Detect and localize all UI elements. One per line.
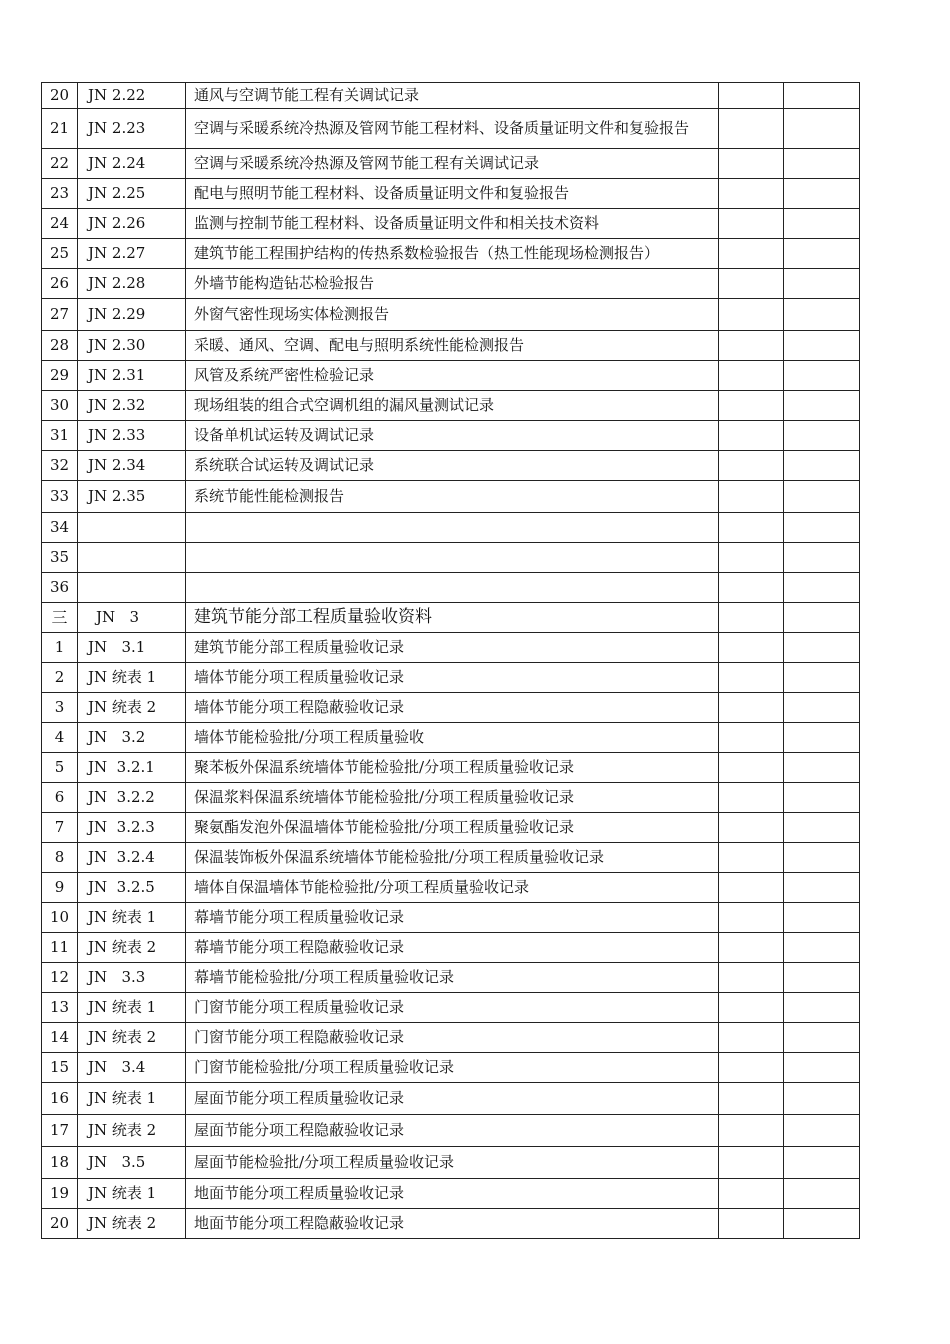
row-number: 27: [42, 299, 78, 331]
table-row: [42, 179, 860, 209]
table-row: [42, 513, 860, 543]
row-code: JN 2.22: [78, 83, 186, 109]
row-blank-cell-1: [719, 209, 784, 239]
row-title: 墙体自保温墙体节能检验批/分项工程质量验收记录: [186, 873, 719, 903]
row-blank-cell-2: [784, 209, 860, 239]
row-code: JN 统表 1: [78, 663, 186, 693]
row-blank-cell-2: [784, 149, 860, 179]
row-blank-cell-1: [719, 331, 784, 361]
row-blank-cell-2: [784, 1209, 860, 1239]
row-title: 通风与空调节能工程有关调试记录: [186, 83, 719, 109]
row-blank-cell-1: [719, 299, 784, 331]
row-code: JN 2.33: [78, 421, 186, 451]
row-blank-cell-1: [719, 693, 784, 723]
table-row: [42, 299, 860, 331]
row-blank-cell-2: [784, 179, 860, 209]
row-number: 21: [42, 109, 78, 149]
row-blank-cell-1: [719, 1053, 784, 1083]
row-blank-cell-2: [784, 663, 860, 693]
row-number: 8: [42, 843, 78, 873]
row-blank-cell-2: [784, 963, 860, 993]
row-blank-cell-1: [719, 663, 784, 693]
table-row: [42, 813, 860, 843]
row-code: JN 统表 2: [78, 1115, 186, 1147]
row-blank-cell-1: [719, 1147, 784, 1179]
row-title: [186, 513, 719, 543]
row-code: JN 2.31: [78, 361, 186, 391]
row-code: JN 3.2.5: [78, 873, 186, 903]
row-title: 监测与控制节能工程材料、设备质量证明文件和相关技术资料: [186, 209, 719, 239]
row-code: [78, 573, 186, 603]
table-row: [42, 1115, 860, 1147]
table-row: [42, 149, 860, 179]
row-title: 现场组装的组合式空调机组的漏风量测试记录: [186, 391, 719, 421]
row-blank-cell-1: [719, 1023, 784, 1053]
row-code: JN 2.24: [78, 149, 186, 179]
table-row: [42, 209, 860, 239]
row-blank-cell-2: [784, 843, 860, 873]
row-title: [186, 573, 719, 603]
row-number: 4: [42, 723, 78, 753]
table-row: [42, 1023, 860, 1053]
row-number: 13: [42, 993, 78, 1023]
row-blank-cell-2: [784, 783, 860, 813]
row-code: JN 2.35: [78, 481, 186, 513]
row-title: 聚氨酯发泡外保温墙体节能检验批/分项工程质量验收记录: [186, 813, 719, 843]
row-blank-cell-2: [784, 239, 860, 269]
row-blank-cell-1: [719, 513, 784, 543]
row-code: JN 2.23: [78, 109, 186, 149]
row-number: 1: [42, 633, 78, 663]
row-title: 墙体节能分项工程质量验收记录: [186, 663, 719, 693]
table-row: [42, 1147, 860, 1179]
row-code: JN 3.2.1: [78, 753, 186, 783]
row-blank-cell-1: [719, 361, 784, 391]
row-title: 采暖、通风、空调、配电与照明系统性能检测报告: [186, 331, 719, 361]
row-title: 门窗节能分项工程质量验收记录: [186, 993, 719, 1023]
row-code: JN 统表 1: [78, 1083, 186, 1115]
row-number: 28: [42, 331, 78, 361]
row-blank-cell-1: [719, 813, 784, 843]
table-row: [42, 633, 860, 663]
row-number: 18: [42, 1147, 78, 1179]
row-title: 空调与采暖系统冷热源及管网节能工程材料、设备质量证明文件和复验报告: [186, 109, 719, 149]
table-row: [42, 573, 860, 603]
row-title: 外墙节能构造钻芯检验报告: [186, 269, 719, 299]
row-title: 屋面节能分项工程隐蔽验收记录: [186, 1115, 719, 1147]
table-row: [42, 873, 860, 903]
row-blank-cell-1: [719, 603, 784, 633]
row-blank-cell-2: [784, 813, 860, 843]
row-blank-cell-2: [784, 1147, 860, 1179]
row-blank-cell-2: [784, 481, 860, 513]
row-title: 屋面节能分项工程质量验收记录: [186, 1083, 719, 1115]
row-blank-cell-2: [784, 573, 860, 603]
row-blank-cell-2: [784, 543, 860, 573]
row-code: JN 3.3: [78, 963, 186, 993]
row-code: JN 2.26: [78, 209, 186, 239]
row-blank-cell-2: [784, 1179, 860, 1209]
row-title: 外窗气密性现场实体检测报告: [186, 299, 719, 331]
row-title: 保温装饰板外保温系统墙体节能检验批/分项工程质量验收记录: [186, 843, 719, 873]
row-number: 19: [42, 1179, 78, 1209]
row-number: 20: [42, 83, 78, 109]
row-title: 系统联合试运转及调试记录: [186, 451, 719, 481]
row-number: 30: [42, 391, 78, 421]
row-code: JN 3.4: [78, 1053, 186, 1083]
row-number: 2: [42, 663, 78, 693]
table-row: [42, 391, 860, 421]
row-blank-cell-2: [784, 421, 860, 451]
row-code: JN 3.2.3: [78, 813, 186, 843]
row-blank-cell-1: [719, 723, 784, 753]
row-code: JN 2.27: [78, 239, 186, 269]
row-title: 门窗节能检验批/分项工程质量验收记录: [186, 1053, 719, 1083]
row-title: 幕墙节能分项工程质量验收记录: [186, 903, 719, 933]
row-code: JN 统表 2: [78, 933, 186, 963]
row-number: 34: [42, 513, 78, 543]
row-number: 三: [42, 603, 78, 633]
row-code: JN 3.2.4: [78, 843, 186, 873]
row-title: 地面节能分项工程质量验收记录: [186, 1179, 719, 1209]
row-number: 3: [42, 693, 78, 723]
table-row: [42, 239, 860, 269]
row-code: JN 统表 1: [78, 993, 186, 1023]
row-title: 墙体节能分项工程隐蔽验收记录: [186, 693, 719, 723]
row-code: JN 2.25: [78, 179, 186, 209]
row-number: 6: [42, 783, 78, 813]
row-number: 29: [42, 361, 78, 391]
row-code: JN 统表 2: [78, 1023, 186, 1053]
row-blank-cell-1: [719, 963, 784, 993]
row-title: 保温浆料保温系统墙体节能检验批/分项工程质量验收记录: [186, 783, 719, 813]
row-number: 5: [42, 753, 78, 783]
row-blank-cell-2: [784, 873, 860, 903]
row-number: 22: [42, 149, 78, 179]
row-blank-cell-2: [784, 269, 860, 299]
row-blank-cell-1: [719, 83, 784, 109]
row-blank-cell-2: [784, 451, 860, 481]
row-number: 9: [42, 873, 78, 903]
row-code: [78, 513, 186, 543]
row-title: 屋面节能检验批/分项工程质量验收记录: [186, 1147, 719, 1179]
row-blank-cell-1: [719, 843, 784, 873]
row-title: 空调与采暖系统冷热源及管网节能工程有关调试记录: [186, 149, 719, 179]
table-row: [42, 451, 860, 481]
row-blank-cell-2: [784, 723, 860, 753]
row-title: 建筑节能工程围护结构的传热系数检验报告（热工性能现场检测报告）: [186, 239, 719, 269]
table-row: [42, 663, 860, 693]
table-row: [42, 109, 860, 149]
row-blank-cell-1: [719, 933, 784, 963]
row-blank-cell-2: [784, 1053, 860, 1083]
row-blank-cell-2: [784, 693, 860, 723]
row-number: 20: [42, 1209, 78, 1239]
row-blank-cell-1: [719, 269, 784, 299]
row-number: 10: [42, 903, 78, 933]
row-number: 36: [42, 573, 78, 603]
table-row: [42, 1053, 860, 1083]
row-blank-cell-2: [784, 603, 860, 633]
row-title: 设备单机试运转及调试记录: [186, 421, 719, 451]
row-blank-cell-2: [784, 331, 860, 361]
row-blank-cell-1: [719, 783, 784, 813]
row-blank-cell-1: [719, 903, 784, 933]
row-blank-cell-1: [719, 239, 784, 269]
table-row: [42, 603, 860, 633]
row-title: 地面节能分项工程隐蔽验收记录: [186, 1209, 719, 1239]
row-number: 25: [42, 239, 78, 269]
row-number: 32: [42, 451, 78, 481]
row-blank-cell-1: [719, 391, 784, 421]
row-blank-cell-2: [784, 993, 860, 1023]
row-blank-cell-2: [784, 933, 860, 963]
row-blank-cell-1: [719, 543, 784, 573]
row-blank-cell-1: [719, 633, 784, 663]
row-blank-cell-2: [784, 361, 860, 391]
row-title: 墙体节能检验批/分项工程质量验收: [186, 723, 719, 753]
row-number: 35: [42, 543, 78, 573]
row-code: JN 统表 1: [78, 903, 186, 933]
row-blank-cell-1: [719, 1083, 784, 1115]
table-row: [42, 543, 860, 573]
row-number: 11: [42, 933, 78, 963]
row-blank-cell-1: [719, 421, 784, 451]
row-title: 配电与照明节能工程材料、设备质量证明文件和复验报告: [186, 179, 719, 209]
row-blank-cell-2: [784, 513, 860, 543]
row-code: JN 3.2.2: [78, 783, 186, 813]
row-blank-cell-1: [719, 1209, 784, 1239]
row-code: JN 2.34: [78, 451, 186, 481]
table-row: [42, 1179, 860, 1209]
row-number: 14: [42, 1023, 78, 1053]
row-blank-cell-1: [719, 451, 784, 481]
table-row: [42, 421, 860, 451]
table-row: [42, 993, 860, 1023]
row-code: JN 统表 2: [78, 1209, 186, 1239]
table-body: [42, 83, 860, 1239]
row-title: 幕墙节能分项工程隐蔽验收记录: [186, 933, 719, 963]
row-number: 7: [42, 813, 78, 843]
table-row: [42, 693, 860, 723]
table-row: [42, 269, 860, 299]
table-row: [42, 83, 860, 109]
row-number: 15: [42, 1053, 78, 1083]
table-row: [42, 933, 860, 963]
row-title: 风管及系统严密性检验记录: [186, 361, 719, 391]
row-blank-cell-1: [719, 149, 784, 179]
row-blank-cell-1: [719, 179, 784, 209]
row-code: JN 3.1: [78, 633, 186, 663]
row-code: JN 统表 1: [78, 1179, 186, 1209]
row-blank-cell-2: [784, 109, 860, 149]
row-number: 33: [42, 481, 78, 513]
row-title: 门窗节能分项工程隐蔽验收记录: [186, 1023, 719, 1053]
row-blank-cell-2: [784, 83, 860, 109]
row-blank-cell-2: [784, 753, 860, 783]
row-blank-cell-2: [784, 633, 860, 663]
row-code: JN 2.30: [78, 331, 186, 361]
row-title: 幕墙节能检验批/分项工程质量验收记录: [186, 963, 719, 993]
row-number: 23: [42, 179, 78, 209]
row-blank-cell-1: [719, 993, 784, 1023]
table-row: [42, 1209, 860, 1239]
row-blank-cell-2: [784, 1115, 860, 1147]
row-title: 系统节能性能检测报告: [186, 481, 719, 513]
row-number: 24: [42, 209, 78, 239]
row-code: JN 3: [78, 603, 186, 633]
row-code: [78, 543, 186, 573]
row-number: 31: [42, 421, 78, 451]
table-row: [42, 903, 860, 933]
row-blank-cell-1: [719, 753, 784, 783]
row-blank-cell-1: [719, 573, 784, 603]
row-code: JN 2.29: [78, 299, 186, 331]
table-row: [42, 753, 860, 783]
row-blank-cell-1: [719, 1179, 784, 1209]
row-title: 聚苯板外保温系统墙体节能检验批/分项工程质量验收记录: [186, 753, 719, 783]
table-row: [42, 1083, 860, 1115]
table-row: [42, 723, 860, 753]
row-blank-cell-1: [719, 481, 784, 513]
row-number: 17: [42, 1115, 78, 1147]
table-row: [42, 331, 860, 361]
row-code: JN 3.5: [78, 1147, 186, 1179]
row-code: JN 2.28: [78, 269, 186, 299]
table-row: [42, 481, 860, 513]
document-table: [41, 82, 860, 1239]
row-title: [186, 543, 719, 573]
row-code: JN 3.2: [78, 723, 186, 753]
table-row: [42, 843, 860, 873]
row-blank-cell-2: [784, 1023, 860, 1053]
table-row: [42, 783, 860, 813]
row-blank-cell-2: [784, 1083, 860, 1115]
row-code: JN 统表 2: [78, 693, 186, 723]
row-code: JN 2.32: [78, 391, 186, 421]
row-title: 建筑节能分部工程质量验收记录: [186, 633, 719, 663]
row-title: 建筑节能分部工程质量验收资料: [186, 603, 719, 633]
row-number: 16: [42, 1083, 78, 1115]
row-number: 12: [42, 963, 78, 993]
table-row: [42, 963, 860, 993]
row-blank-cell-1: [719, 1115, 784, 1147]
row-blank-cell-2: [784, 299, 860, 331]
row-number: 26: [42, 269, 78, 299]
row-blank-cell-2: [784, 391, 860, 421]
row-blank-cell-2: [784, 903, 860, 933]
row-blank-cell-1: [719, 873, 784, 903]
row-blank-cell-1: [719, 109, 784, 149]
table-row: [42, 361, 860, 391]
